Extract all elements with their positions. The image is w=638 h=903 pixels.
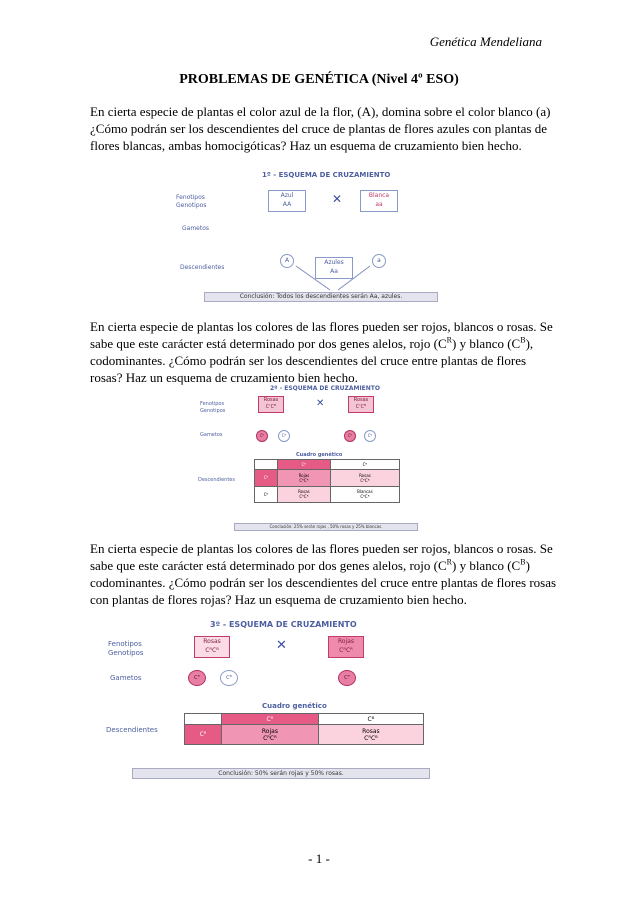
diagram-2-title: 2º - ESQUEMA DE CRUZAMIENTO [270, 385, 380, 392]
cuadro-title: Cuadro genético [262, 702, 327, 710]
parent-1-genotype: AA [282, 201, 292, 208]
parent-2-genotype: CʳCᴮ [355, 404, 367, 410]
conclusion-1: Conclusión: Todos los descendientes serán Aa, azules. [204, 292, 438, 302]
label-genotipos: Genotipos [200, 408, 226, 414]
gamete-2: Cᴮ [220, 670, 238, 686]
conclusion-2: Conclusión: 25% serán rojas , 50% rosas y 25% blancas. [234, 523, 418, 531]
problem-2-sup-b: B [520, 335, 526, 345]
label-gametos: Gametos [110, 674, 142, 682]
parent-1-phenotype: Azul [280, 192, 294, 199]
parent-2-phenotype: Rosas [353, 397, 369, 403]
gamete-1: Cᴿ [188, 670, 206, 686]
gamete-1: Cᴿ [256, 430, 268, 442]
parent-1-phenotype: Rosas [263, 397, 279, 403]
parent-2-box [328, 636, 364, 658]
problem-2-part-b: ) y blanco (C [451, 336, 521, 351]
parent-1-phenotype: Rosas [203, 638, 221, 645]
label-genotipos: Genotipos [176, 202, 207, 209]
cell-blancas: Blancas CᴮCᴮ [330, 486, 399, 503]
diagram-1-title: 1º - ESQUEMA DE CRUZAMIENTO [262, 171, 391, 179]
parent-1-box [194, 636, 230, 658]
problem-2-part-a: En cierta especie de plantas los colores de las flores pueden ser rojos, blancos o rosas. Se sabe que este carácter está determinado por dos genes alelos, rojo (C [90, 319, 553, 351]
cross-icon: ✕ [316, 398, 325, 409]
problem-3-part-b: ) y blanco (C [451, 558, 521, 573]
row-header-cell: Cᴮ [255, 486, 278, 503]
gamete-2: a [372, 254, 386, 268]
cell-rosas: Rosas CᴿCᴮ [278, 486, 331, 503]
gamete-1: A [280, 254, 294, 268]
label-fenotipos: Fenotipos [176, 194, 205, 201]
gamete-3: Cᴿ [338, 670, 356, 686]
child-genotype: Aa [330, 268, 338, 275]
problem-2-text [90, 318, 558, 386]
cell-rojas: Rojas CᴿCᴿ [278, 470, 331, 487]
label-gametos: Gametos [182, 225, 210, 232]
punnett-square [184, 713, 424, 745]
cell-rosas: Rosas CᴿCᴮ [318, 725, 423, 745]
header-cell: Cᴿ [222, 714, 319, 725]
cross-icon: ✕ [276, 638, 287, 653]
problem-3-part-c: ) codominantes. ¿Cómo podrán ser los descendientes del cruce entre plantas de flores rosas con plantas de flores rojas? Haz un esquema de cruzamiento bien hecho. [90, 558, 557, 607]
parent-2-genotype: CᴿCᴿ [339, 647, 353, 654]
parent-1-genotype: CᴿCᴮ [205, 647, 219, 654]
parent-2-genotype: aa [375, 201, 383, 208]
gamete-3: Cᴿ [344, 430, 356, 442]
row-header-cell: Cᴿ [185, 725, 222, 745]
cross-icon: ✕ [332, 192, 343, 206]
diagram-3-title: 3º - ESQUEMA DE CRUZAMIENTO [210, 620, 357, 629]
gamete-2: Cᴮ [278, 430, 290, 442]
parent-1-genotype: CʳCᴮ [265, 404, 277, 410]
child-phenotype: Azules [324, 259, 344, 266]
page-title: PROBLEMAS DE GENÉTICA (Nivel 4º ESO) [179, 72, 459, 87]
header-cell: Cᴿ [278, 460, 331, 470]
problem-2-part-c: ), codominantes. ¿Cómo podrán ser los descendientes del cruce entre plantas de flores rosas? Haz un esquema de cruzamiento bien hecho. [90, 336, 534, 385]
label-descendientes: Descendientes [198, 477, 235, 483]
label-descendientes: Descendientes [106, 726, 158, 734]
parent-2-phenotype: Blanca [368, 192, 390, 199]
diagram-2 [192, 383, 418, 531]
punnett-square [254, 459, 400, 503]
label-genotipos: Genotipos [108, 649, 144, 657]
parent-2-box [348, 396, 374, 413]
page-header: Genética Mendeliana [429, 34, 542, 49]
header-cell: Cᴮ [330, 460, 399, 470]
problem-3-sup-b: B [520, 557, 526, 567]
label-gametos: Gametos [200, 432, 223, 438]
diagram-1 [170, 168, 445, 306]
label-fenotipos: Fenotipos [108, 640, 142, 648]
conclusion-3: Conclusión: 50% serán rojas y 50% rosas. [132, 768, 430, 779]
cross-arrows [170, 168, 445, 306]
gamete-4: Cᴮ [364, 430, 376, 442]
problem-3-sup-r: R [446, 557, 452, 567]
parent-1-box [258, 396, 284, 413]
label-descendientes: Descendientes [180, 264, 225, 271]
problem-3-part-a: En cierta especie de plantas los colores de las flores pueden ser rojos, blancos o rosas. Se sabe que este carácter está determinado por dos genes alelos, rojo (C [90, 541, 553, 573]
row-header-cell: Cᴿ [255, 470, 278, 487]
child-box [315, 257, 353, 279]
header-cell: Cᴮ [318, 714, 423, 725]
problem-2-sup-r: R [446, 335, 452, 345]
problem-3-text [90, 540, 558, 608]
problem-1-text: En cierta especie de plantas el color azul de la flor, (A), domina sobre el color blanco (a) ¿Cómo podrán ser los descendientes del cruce de plantas de flores azules con plantas de flores blancas, ambas homocigóticas? Haz un esquema de cruzamiento bien hecho. [90, 104, 551, 153]
cell-rosas: Rosas CᴿCᴮ [330, 470, 399, 487]
parent-2-phenotype: Rojas [337, 638, 355, 645]
cuadro-title: Cuadro genético [296, 452, 343, 458]
diagram-3 [100, 618, 430, 780]
label-fenotipos: Fenotipos [200, 401, 225, 407]
page-number: - 1 - [308, 851, 330, 866]
cell-rojas: Rojas CᴿCᴿ [222, 725, 319, 745]
